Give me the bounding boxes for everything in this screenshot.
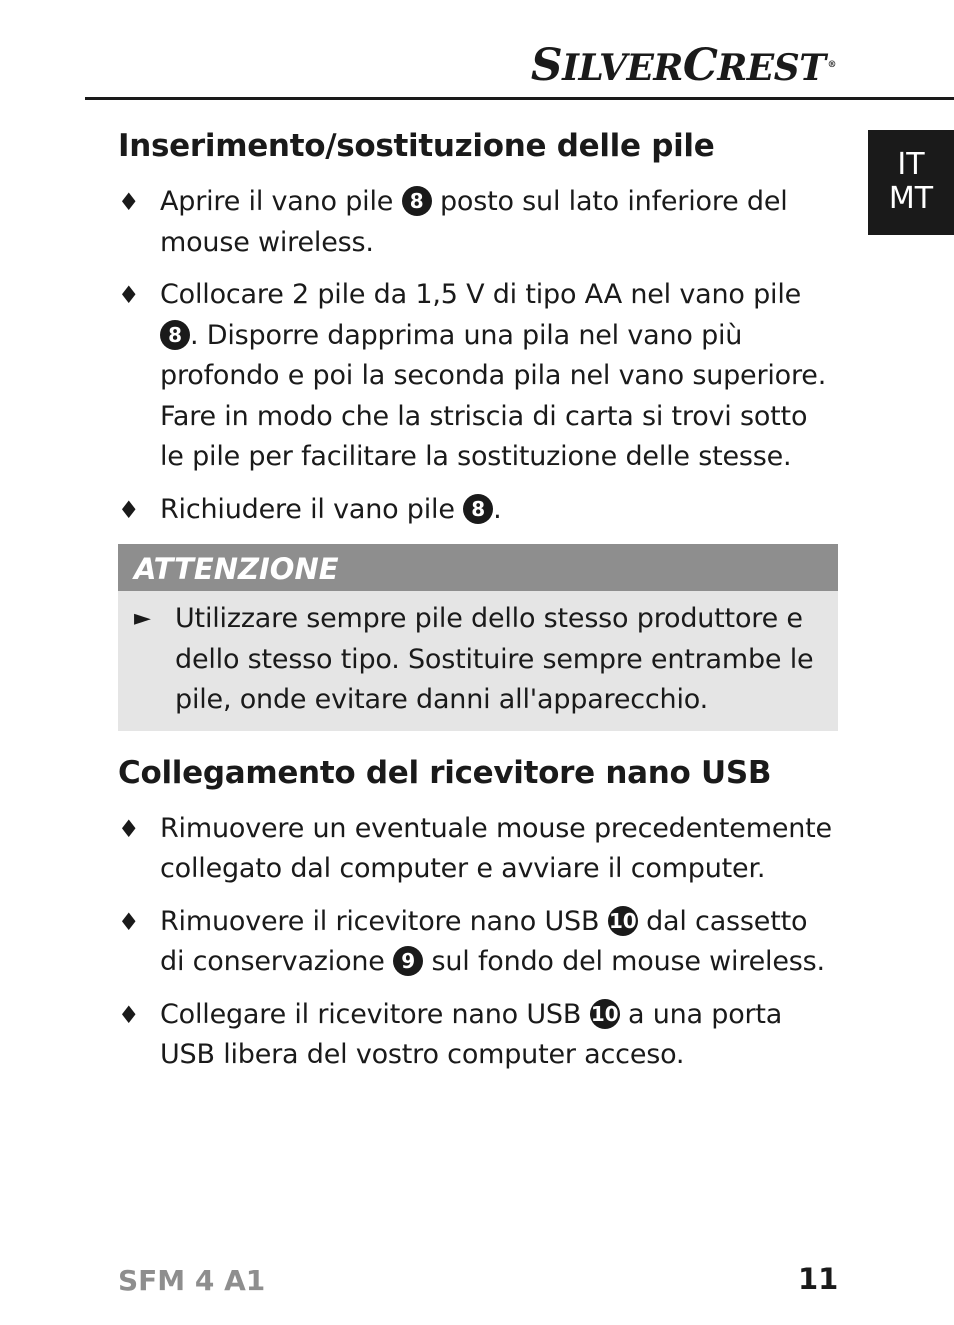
list-item: ♦ Collegare il ricevitore nano USB 10 a una porta USB libera del vostro computer acceso. bbox=[118, 995, 838, 1076]
silvercrest-logo: SILVERCREST ® bbox=[530, 40, 836, 91]
language-tab bbox=[868, 130, 954, 235]
diamond-bullet-icon: ♦ bbox=[118, 1000, 140, 1029]
lang-code-mt: MT bbox=[888, 181, 934, 216]
list-item: ♦ Collocare 2 pile da 1,5 V di tipo AA nel vano pile 8 . Disporre dapprima una pila nel vano più profondo e poi la seconda pila nel vano superiore. Fare in modo che la striscia di carta si trovi sotto le pile per facilitare la sostituzione delle stesse. bbox=[118, 275, 838, 478]
header-rule bbox=[85, 97, 954, 100]
diamond-bullet-icon: ♦ bbox=[118, 495, 140, 524]
section-title-batteries: Inserimento/sostituzione delle pile bbox=[118, 128, 715, 164]
section-title-usb: Collegamento del ricevitore nano USB bbox=[118, 754, 772, 791]
lang-code-it: IT bbox=[897, 147, 925, 182]
model-number: SFM 4 A1 bbox=[118, 1264, 266, 1297]
list-item: ♦ Richiudere il vano pile 8 . bbox=[118, 490, 838, 531]
warning-body bbox=[118, 591, 838, 731]
part-number-badge: 10 bbox=[608, 906, 638, 936]
page-number: 11 bbox=[798, 1262, 839, 1296]
warning-box bbox=[118, 544, 838, 731]
diamond-bullet-icon: ♦ bbox=[118, 281, 140, 309]
arrow-bullet-icon: ► bbox=[134, 606, 151, 631]
main-content bbox=[118, 122, 838, 1076]
battery-steps bbox=[118, 182, 838, 530]
part-number-badge: 10 bbox=[590, 999, 620, 1029]
part-number-badge: 8 bbox=[160, 320, 190, 350]
usb-steps bbox=[118, 809, 838, 1076]
diamond-bullet-icon: ♦ bbox=[118, 907, 140, 936]
part-number-badge: 8 bbox=[463, 494, 493, 524]
part-number-badge: 9 bbox=[393, 946, 423, 976]
diamond-bullet-icon: ♦ bbox=[118, 814, 140, 843]
list-item: ♦ Aprire il vano pile 8 posto sul lato inferiore del mouse wireless. bbox=[118, 182, 838, 263]
list-item: ♦ Rimuovere il ricevitore nano USB 10 dal cassetto di conservazione 9 sul fondo del mouse wireless. bbox=[118, 902, 838, 983]
diamond-bullet-icon: ♦ bbox=[118, 188, 140, 216]
warning-text: Utilizzare sempre pile dello stesso produttore e dello stesso tipo. Sostituire sempre entrambe le pile, onde evitare danni all'apparecchio. bbox=[175, 603, 814, 715]
list-item: ♦ Rimuovere un eventuale mouse precedentemente collegato dal computer e avviare il computer. bbox=[118, 809, 838, 890]
warning-title: ATTENZIONE bbox=[118, 544, 838, 591]
part-number-badge: 8 bbox=[402, 186, 432, 216]
